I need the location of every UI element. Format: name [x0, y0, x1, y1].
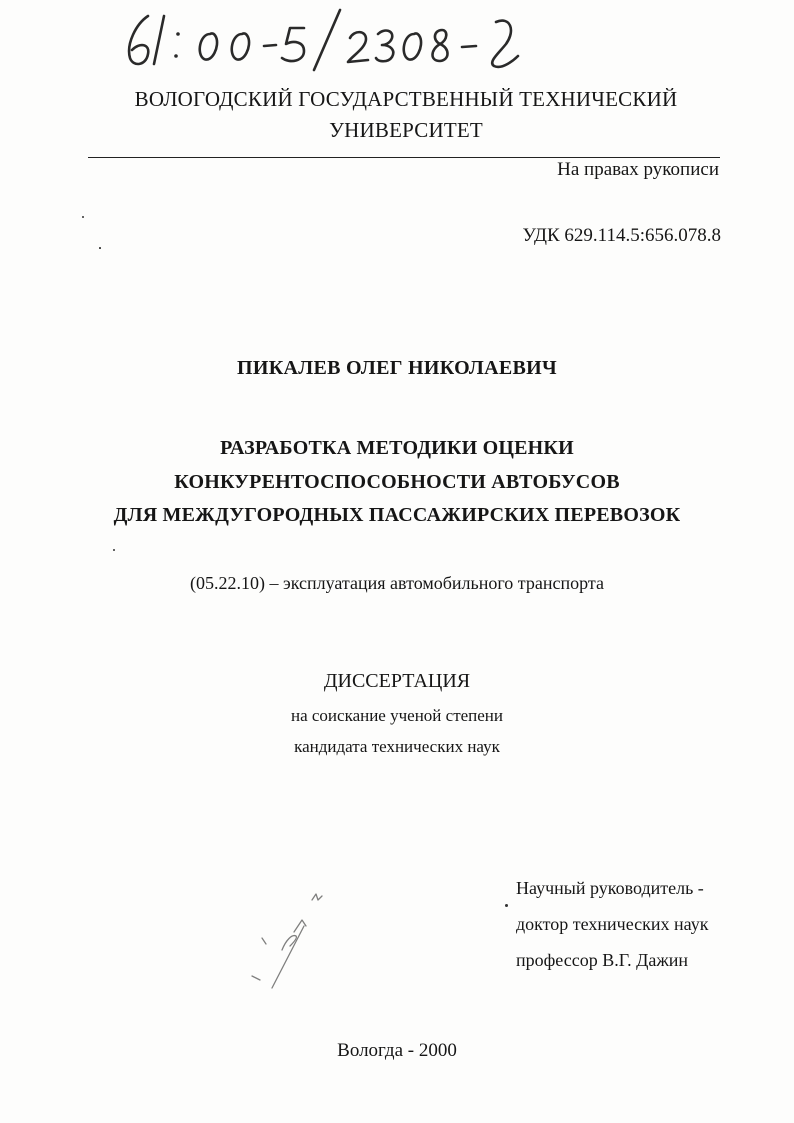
supervisor-degree: доктор технических наук [516, 914, 709, 934]
signature-mark [232, 880, 342, 990]
scan-speck [505, 904, 508, 907]
thesis-title-line-1: РАЗРАБОТКА МЕТОДИКИ ОЦЕНКИ [220, 437, 574, 459]
manuscript-rights-note: На правах рукописи [557, 159, 719, 180]
scan-speck [82, 216, 84, 218]
author-name: ПИКАЛЕВ ОЛЕГ НИКОЛАЕВИЧ [236, 357, 557, 379]
city-and-year: Вологда - 2000 [337, 1040, 457, 1061]
degree-line-2: кандидата технических наук [294, 737, 500, 756]
thesis-title-line-2: КОНКУРЕНТОСПОСОБНОСТИ АВТОБУСОВ [174, 471, 620, 493]
scan-speck [99, 247, 101, 249]
supervisor-name: профессор В.Г. Дажин [516, 950, 689, 970]
handwritten-archive-code [118, 4, 538, 76]
scan-speck [113, 549, 115, 551]
supervisor-block [516, 870, 709, 978]
specialty-code: (05.22.10) – эксплуатация автомобильного транспорта [190, 573, 604, 593]
header-divider [88, 157, 720, 158]
institution-line-1: ВОЛОГОДСКИЙ ГОСУДАРСТВЕННЫЙ ТЕХНИЧЕСКИЙ [134, 87, 678, 111]
document-type: ДИССЕРТАЦИЯ [323, 670, 471, 692]
institution-line-2: УНИВЕРСИТЕТ [329, 118, 483, 142]
thesis-title-line-3: ДЛЯ МЕЖДУГОРОДНЫХ ПАССАЖИРСКИХ ПЕРЕВОЗОК [113, 504, 681, 526]
degree-line-1: на соискание ученой степени [290, 706, 504, 725]
supervisor-role: Научный руководитель - [516, 878, 704, 898]
udc-code: УДК 629.114.5:656.078.8 [522, 225, 721, 246]
